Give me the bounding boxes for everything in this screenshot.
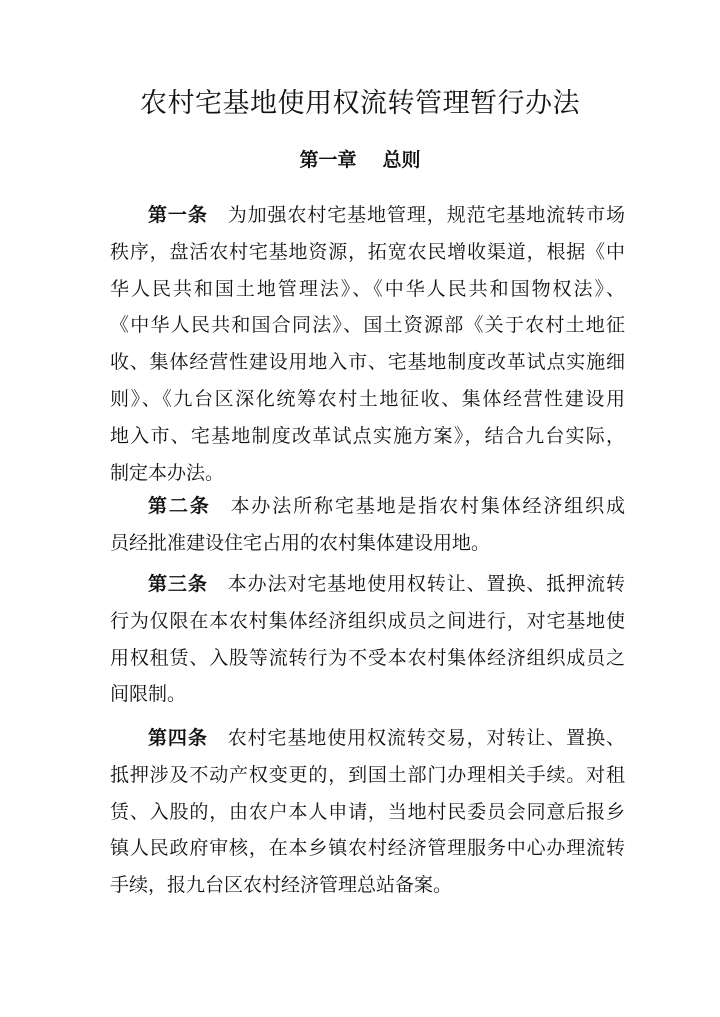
- article-line: 第二条 本办法所称宅基地是指农村集体经济组织成: [148, 495, 625, 517]
- article-3: [110, 566, 625, 713]
- article-line: 秩序，盘活农村宅基地资源，拓宽农民增收渠道，根据《中: [110, 240, 625, 263]
- chapter-heading: [0, 146, 720, 174]
- chapter-number: 第一章: [299, 149, 357, 171]
- article-2: [110, 488, 625, 562]
- article-line: 抵押涉及不动产权变更的，到国土部门办理相关手续。对租: [110, 763, 625, 786]
- article-line: 间限制。: [110, 683, 187, 706]
- article-line: 第一条 为加强农村宅基地管理，规范宅基地流转市场: [148, 204, 625, 226]
- article-label: 第四条: [148, 727, 208, 749]
- article-line: 第三条 本办法对宅基地使用权转让、置换、抵押流转: [148, 573, 625, 595]
- article-line: 则》、《九台区深化统筹农村土地征收、集体经营性建设用: [110, 387, 625, 410]
- article-line: 用权租赁、入股等流转行为不受本农村集体经济组织成员之: [110, 646, 625, 669]
- article-line: 收、集体经营性建设用地入市、宅基地制度改革试点实施细: [110, 351, 625, 374]
- article-line: 地入市、宅基地制度改革试点实施方案》，结合九台实际，: [110, 424, 625, 447]
- article-line: 员经批准建设住宅占用的农村集体建设用地。: [110, 531, 491, 554]
- article-label: 第二条: [148, 495, 211, 517]
- article-line: 制定本办法。: [110, 461, 225, 484]
- article-line: 手续，报九台区农村经济管理总站备案。: [110, 874, 453, 897]
- chapter-name: 总则: [382, 149, 421, 171]
- article-4: [110, 720, 625, 904]
- article-line: 行为仅限在本农村集体经济组织成员之间进行，对宅基地使: [110, 609, 625, 632]
- article-label: 第一条: [148, 204, 208, 226]
- article-line: 镇人民政府审核，在本乡镇农村经济管理服务中心办理流转: [110, 837, 625, 860]
- article-1: [110, 197, 625, 491]
- article-line: 华人民共和国土地管理法》、《中华人民共和国物权法》、: [110, 277, 625, 300]
- article-label: 第三条: [148, 573, 208, 595]
- document-title: 农村宅基地使用权流转管理暂行办法: [140, 88, 580, 119]
- article-line: 赁、入股的，由农户本人申请，当地村民委员会同意后报乡: [110, 800, 625, 823]
- article-line: 第四条 农村宅基地使用权流转交易，对转让、置换、: [148, 727, 625, 749]
- article-line: 《中华人民共和国合同法》、国土资源部《关于农村土地征: [110, 314, 625, 337]
